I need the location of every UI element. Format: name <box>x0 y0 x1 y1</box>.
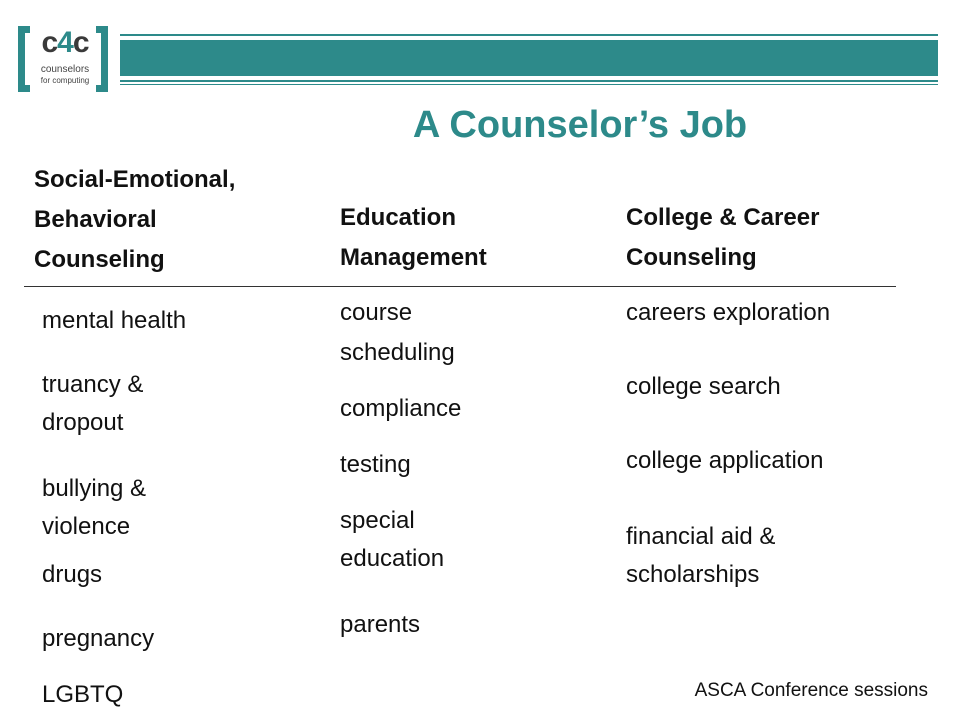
list-item: financial aid & <box>626 523 776 550</box>
list-item: LGBTQ <box>42 681 124 708</box>
header-rule-bottom-thin <box>120 84 938 85</box>
list-item: special <box>340 507 415 534</box>
heading-divider <box>24 286 896 287</box>
column-heading-education <box>340 198 487 278</box>
list-item: course <box>340 299 413 326</box>
heading-line: Social-Emotional, <box>34 166 236 193</box>
list-item: compliance <box>340 395 462 422</box>
list-item: careers exploration <box>626 299 831 326</box>
heading-line: Counseling <box>626 244 757 271</box>
list-item: drugs <box>42 561 103 588</box>
footer-note: ASCA Conference sessions <box>694 680 928 701</box>
list-item: dropout <box>42 409 124 436</box>
header-band <box>120 40 938 76</box>
list-item: bullying & <box>42 475 147 502</box>
list-item: education <box>340 545 445 572</box>
list-item: parents <box>340 611 421 638</box>
logo-left-bracket <box>18 26 30 92</box>
logo-subtitle-line1: counselors <box>40 64 90 75</box>
slide-title: A Counselor’s Job <box>412 104 748 146</box>
list-item: truancy & <box>42 371 144 398</box>
heading-line: College & Career <box>626 204 820 231</box>
heading-line: Education <box>340 204 457 231</box>
c4c-logo <box>18 26 114 96</box>
header-rule-bottom <box>120 80 938 82</box>
logo-subtitle-line2: for computing <box>40 76 90 85</box>
list-item: scheduling <box>340 339 455 366</box>
heading-line: Behavioral <box>34 206 157 233</box>
list-item: scholarships <box>626 561 760 588</box>
list-item: violence <box>42 513 131 540</box>
column-heading-social-emotional <box>34 160 235 280</box>
list-item: college search <box>626 373 781 400</box>
logo-wordmark: c4c <box>41 26 89 59</box>
header-rule-top <box>120 34 938 36</box>
list-item: testing <box>340 451 411 478</box>
heading-line: Counseling <box>34 246 165 273</box>
list-item: college application <box>626 447 824 474</box>
heading-line: Management <box>340 244 487 271</box>
logo-right-bracket <box>96 26 108 92</box>
list-item: mental health <box>42 307 187 334</box>
list-item: pregnancy <box>42 625 155 652</box>
column-heading-college-career <box>626 198 819 278</box>
